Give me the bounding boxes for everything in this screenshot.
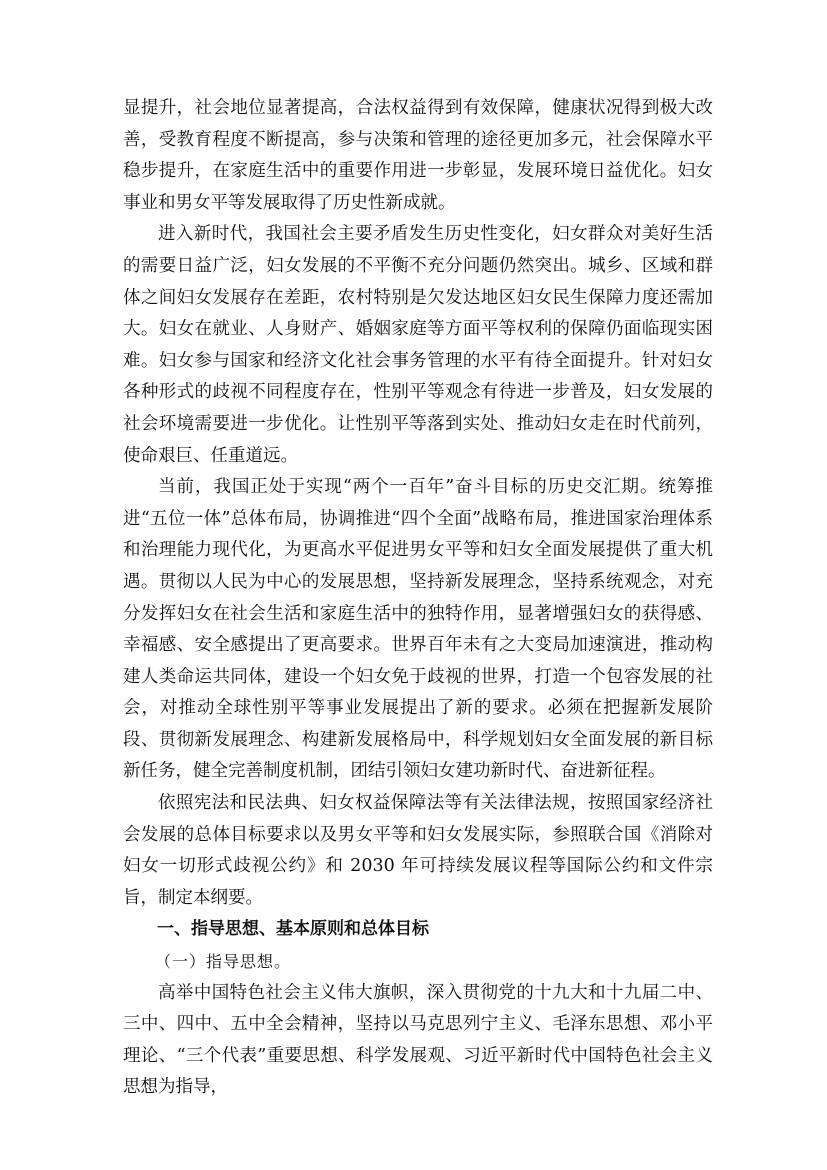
subsection-heading: （一）指导思想。 [155, 952, 292, 972]
paragraph-guiding-thought: 高举中国特色社会主义伟大旗帜，深入贯彻党的十九大和十九届二中、三中、四中、五中全会精神，坚持以马克思列宁主义、毛泽东思想、邓小平理论、“三个代表”重要思想、科学发展观、习近平新时代中国特色社会主义思想为指导， [123, 982, 713, 1098]
document-page [123, 93, 713, 1104]
paragraph-continued: 显提升，社会地位显著提高，合法权益得到有效保障，健康状况得到极大改善，受教育程度不断提高，参与决策和管理的途径更加多元，社会保障水平稳步提升，在家庭生活中的重要作用进一步彰显，发展环境日益优化。妇女事业和男女平等发展取得了历史性新成就。 [123, 98, 713, 213]
paragraph-current: 当前，我国正处于实现“两个一百年”奋斗目标的历史交汇期。统筹推进“五位一体”总体布局，协调推进“四个全面”战略布局，推进国家治理体系和治理能力现代化，为更高水平促进男女平等和妇女全面发展提供了重大机遇。贯彻以人民为中心的发展思想，坚持新发展理念，坚持系统观念，对充分发挥妇女在社会生活和家庭生活中的独特作用，显著增强妇女的获得感、幸福感、安全感提出了更高要求。世界百年未有之大变局加速演进，推动构建人类命运共同体，建设一个妇女免于歧视的世界，打造一个包容发展的社会，对推动全球性别平等事业发展提出了新的要求。必须在把握新发展阶段、贯彻新发展理念、构建新发展格局中，科学规划妇女全面发展的新目标新任务，健全完善制度机制，团结引领妇女建功新时代、奋进新征程。 [123, 477, 713, 782]
paragraph-new-era: 进入新时代，我国社会主要矛盾发生历史性变化，妇女群众对美好生活的需要日益广泛，妇女发展的不平衡不充分问题仍然突出。城乡、区域和群体之间妇女发展存在差距，农村特别是欠发达地区妇女民生保障力度还需加大。妇女在就业、人身财产、婚姻家庭等方面平等权利的保障仍面临现实困难。妇女参与国家和经济文化社会事务管理的水平有待全面提升。针对妇女各种形式的歧视不同程度存在，性别平等观念有待进一步普及，妇女发展的社会环境需要进一步优化。让性别平等落到实处、推动妇女走在时代前列，使命艰巨、任重道远。 [123, 224, 713, 466]
section-heading: 一、指导思想、基本原则和总体目标 [157, 919, 429, 940]
paragraph-basis: 依照宪法和民法典、妇女权益保障法等有关法律法规，按照国家经济社会发展的总体目标要求以及男女平等和妇女发展实际，参照联合国《消除对妇女一切形式歧视公约》和 2030 年可持续发展议程等国际公约和文件宗旨，制定本纲要。 [123, 793, 713, 908]
